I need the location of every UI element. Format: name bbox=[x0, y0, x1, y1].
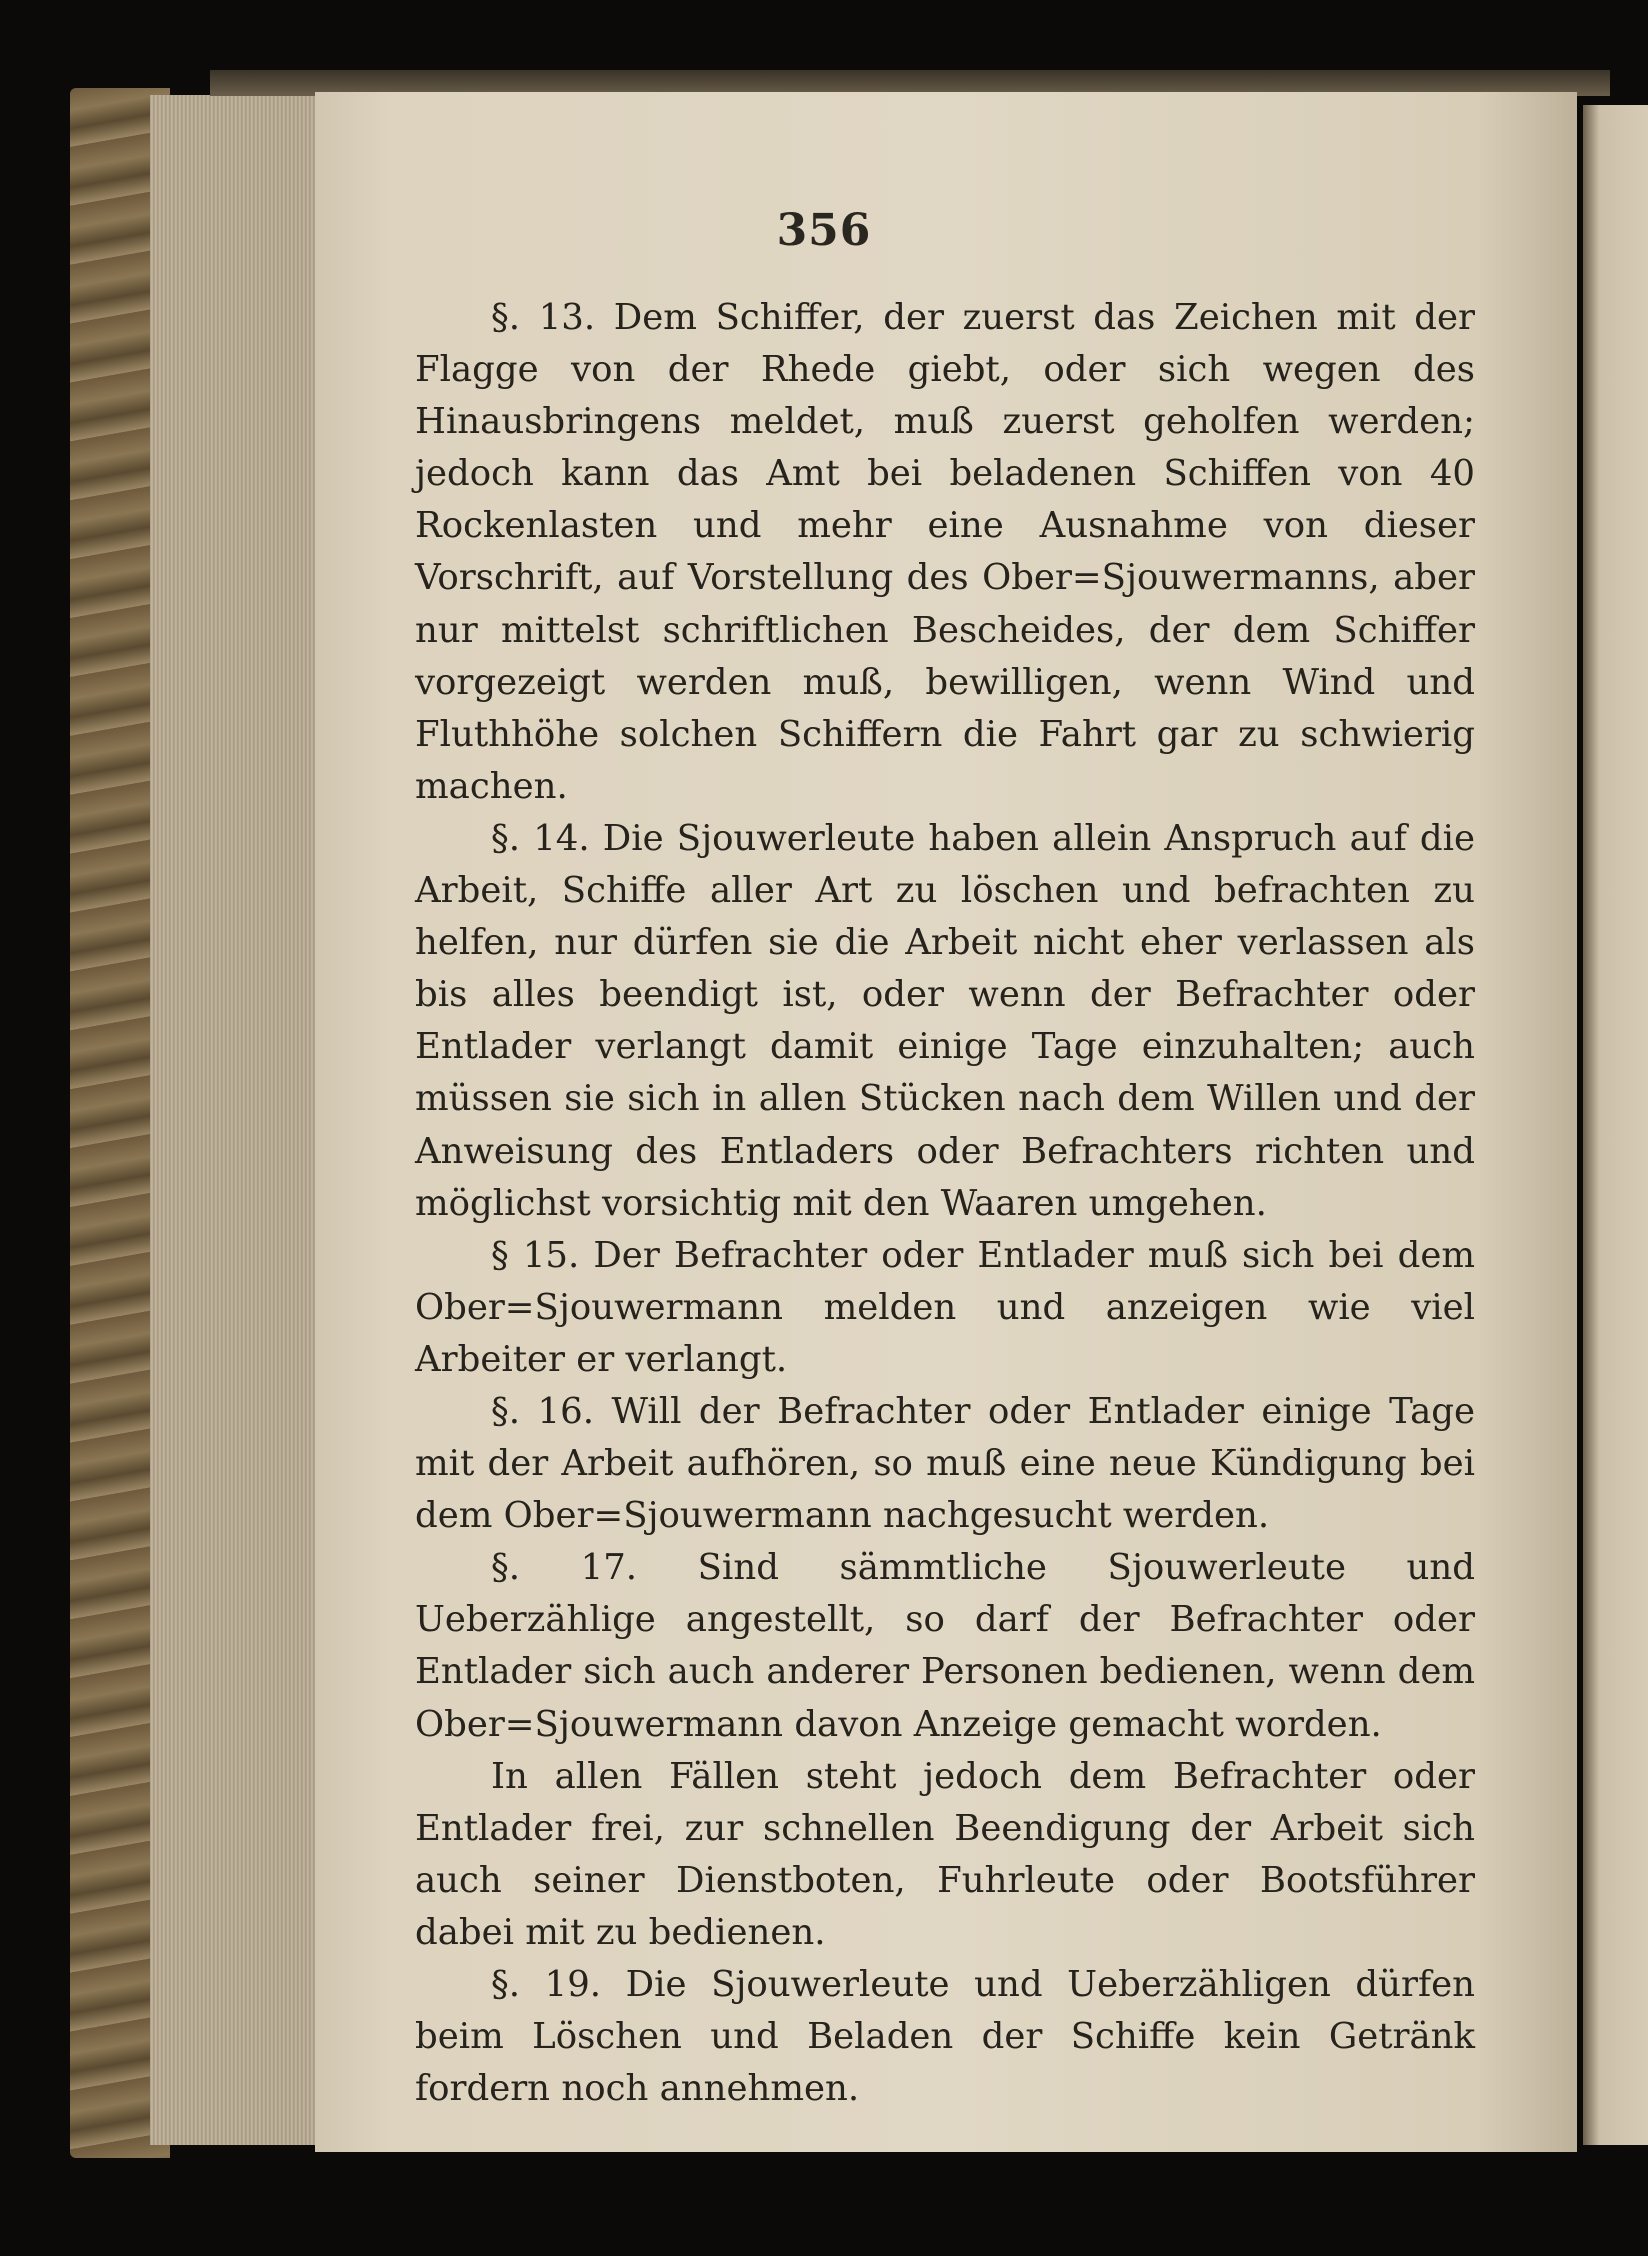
paragraph-13: §. 13. Dem Schiffer, der zuerst das Zeichen mit der Flagge von der Rhede giebt, oder sich wegen des Hinausbringens meldet, muß zuerst geholfen werden; jedoch kann das Amt bei beladenen Schiffen von 40 Rockenlasten und mehr eine Ausnahme von dieser Vorschrift, auf Vorstellung des Ober=Sjouwermanns, aber nur mittelst schriftlichen Bescheides, der dem Schiffer vorgezeigt werden muß, bewilligen, wenn Wind und Fluthhöhe solchen Schiffern die Fahrt gar zu schwierig machen. bbox=[415, 297, 1475, 807]
page-edges bbox=[150, 95, 320, 2145]
paragraph-16: §. 16. Will der Befrachter oder Entlader einige Tage mit der Arbeit aufhören, so muß eine neue Kündigung bei dem Ober=Sjouwermann nachgesucht werden. bbox=[415, 1390, 1475, 1537]
paragraph-15: § 15. Der Befrachter oder Entlader muß sich bei dem Ober=Sjouwermann melden und anzeigen wie viel Arbeiter er verlangt. bbox=[415, 1234, 1475, 1380]
paragraph-14: §. 14. Die Sjouwerleute haben allein Anspruch auf die Arbeit, Schiffe aller Art zu löschen und befrachten zu helfen, nur dürfen sie die Arbeit nicht eher verlassen als bis alles beendigt ist, oder wenn der Befrachter oder Entlader verlangt damit einige Tage einzuhalten; auch müssen sie sich in allen Stücken nach dem Willen und der Anweisung des Entladers oder Befrachters richten und möglichst vorsichtig mit den Waaren umgehen. bbox=[415, 817, 1475, 1224]
facing-page-edge bbox=[1583, 105, 1648, 2145]
paragraph-17: §. 17. Sind sämmtliche Sjouwerleute und Ueberzählige angestellt, so darf der Befrachter oder Entlader sich auch anderer Personen bedienen, wenn dem Ober=Sjouwermann davon Anzeige gemacht worden. bbox=[415, 1547, 1475, 1745]
paragraph-17-continued: In allen Fällen steht jedoch dem Befrachter oder Entlader frei, zur schnellen Beendigung der Arbeit sich auch seiner Dienstboten, Fuhrleute oder Bootsführer dabei mit zu bedienen. bbox=[415, 1755, 1475, 1953]
paragraph-19: §. 19. Die Sjouwerleute und Ueberzähligen dürfen beim Löschen und Beladen der Schiffe kein Getränk fordern noch annehmen. bbox=[415, 1964, 1475, 2110]
page-number: 356 bbox=[776, 205, 872, 256]
page-text bbox=[415, 292, 1475, 2115]
